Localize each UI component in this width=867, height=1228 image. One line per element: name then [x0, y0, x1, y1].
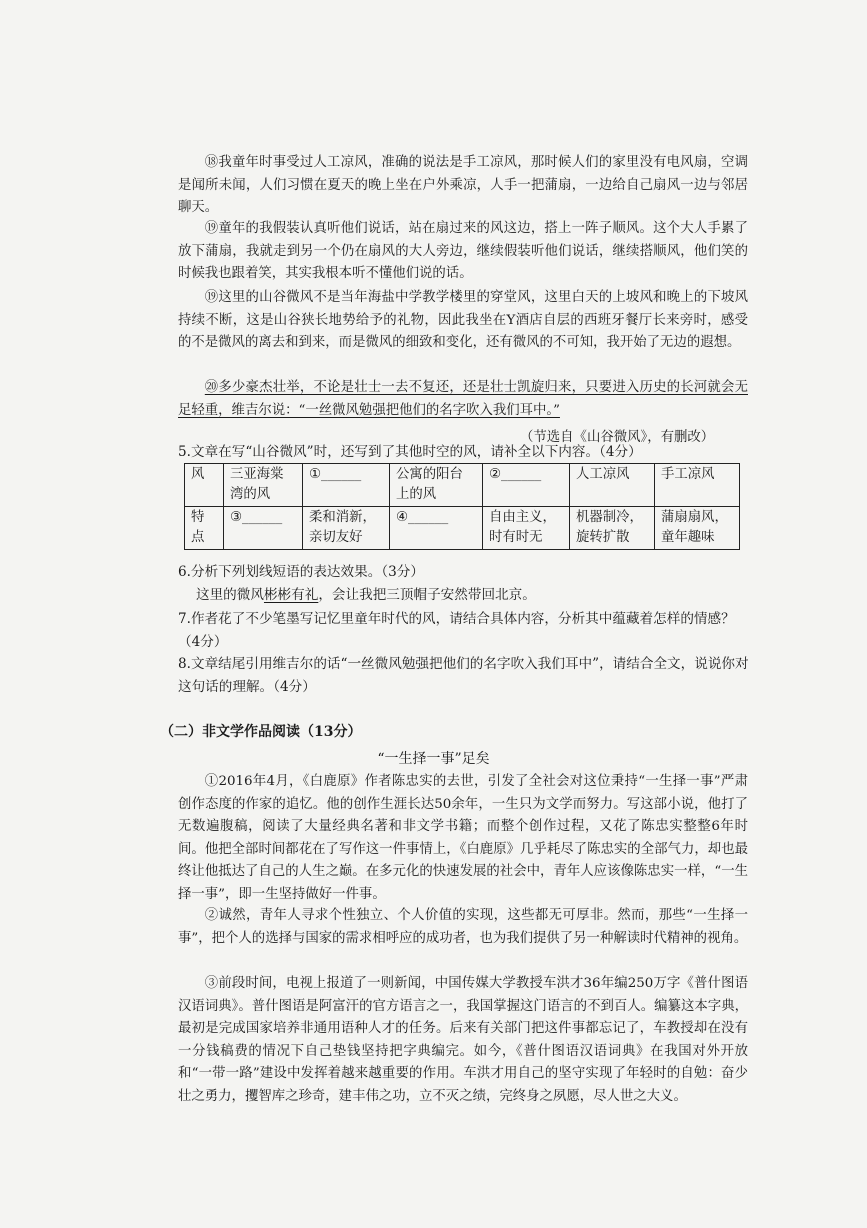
paragraph-18: ⑱我童年时事受过人工凉风，准确的说法是手工凉风，那时候人们的家里没有电风扇，空调是闻所未闻，人们习惯在夏天的晚上坐在户外乘凉，人手一把蒲扇，一边给自己扇风一边与邻居聊天。	[178, 155, 748, 215]
paragraph-20: ⑳多少豪杰壮举，不论是壮士一去不复还，还是壮士凯旋归来，只要进入历史的长河就会无足轻重，维吉尔说：“一丝微风勉强把他们的名字吹入我们耳中。”	[178, 380, 748, 418]
table-cell: 三亚海棠湾的风	[224, 464, 303, 507]
table-cell: 自由主义，时有时无	[483, 507, 570, 550]
question-8: 8.文章结尾引用维吉尔的话“一丝微风勉强把他们的名字吹入我们耳中”，请结合全文，说说你对这句话的理解。（4分）	[178, 656, 749, 695]
question-7: 7.作者花了不少笔墨写记忆里童年时代的风，请结合具体内容，分析其中蕴藏着怎样的情感？（4分）	[178, 611, 735, 650]
article-paragraph-1: ①2016年4月，《白鹿原》作者陈忠实的去世，引发了全社会对这位秉持“一生择一事”严肃创作态度的作家的追忆。他的创作生涯长达50余年，一生只为文学而努力。写这部小说，他打了无数遍腹稿，阅读了大量经典名著和非文学书籍；而整个创作过程，又花了陈忠实整整6年时间。他把全部时间都花在了写作这一件事情上，《白鹿原》几乎耗尽了陈忠实的全部气力，却也最终让他抵达了自己的人生之巅。在多元化的快速发展的社会中，青年人应该像陈忠实一样，“一生择一事”，即一生坚持做好一件事。	[178, 774, 748, 902]
source-note: （节选自《山谷微风》，有删改）	[520, 430, 715, 445]
table-cell: ③______	[224, 507, 303, 550]
table-cell: 公寓的阳台上的风	[390, 464, 483, 507]
table-cell: 柔和消新，亲切友好	[303, 507, 390, 550]
table-cell: 人工凉风	[570, 464, 655, 507]
section-title: （二）非文学作品阅读（13分）	[160, 724, 362, 740]
table-row	[185, 507, 740, 550]
paragraph-19b: ⑲这里的山谷微风不是当年海盐中学教学楼里的穿堂风，这里白天的上坡风和晚上的下坡风持续不断，这是山谷狭长地势给予的礼物，因此我坐在Y酒店自层的西班牙餐厅长来旁时，感受的不是微风的离去和到来，而是微风的细致和变化，还有微风的不可知，我开始了无边的遐想。	[178, 290, 748, 350]
paragraph-19: ⑲童年的我假装认真听他们说话，站在扇过来的风这边，搭上一阵子顺风。这个大人手累了放下蒲扇，我就走到另一个仍在扇风的大人旁边，继续假装听他们说话，继续搭顺风，他们笑的时候我也跟着笑，其实我根本听不懂他们说的话。	[178, 221, 748, 281]
table-row	[185, 464, 740, 507]
table-cell: 风	[185, 464, 224, 507]
table-cell: ①______	[303, 464, 390, 507]
question-5: 5.文章在写“山谷微风”时，还写到了其他时空的风，请补全以下内容。（4分）	[178, 444, 642, 460]
table-cell: ④______	[390, 507, 483, 550]
question-6-sentence	[178, 584, 753, 607]
q6-sentence-b: ，会让我把三顶帽子安然带回北京。	[318, 587, 536, 603]
table-cell: 手工凉风	[655, 464, 740, 507]
q6-underlined-phrase: 彬彬有礼	[263, 587, 319, 603]
article-title: “一生择一事”足矣	[377, 751, 490, 767]
article-paragraph-3: ③前段时间，电视上报道了一则新闻，中国传媒大学教授车洪才36年编250万字《普什图语汉语词典》。普什图语是阿富汗的官方语言之一，我国掌握这门语言的不到百人。编纂这本字典，最初是完成国家培养非通用语种人才的任务。后来有关部门把这件事都忘记了，车教授却在没有一分钱稿费的情况下自己垫钱坚持把字典编完。如今，《普什图语汉语词典》在我国对外开放和“一带一路”建设中发挥着越来越重要的作用。车洪才用自己的坚守实现了年轻时的自勉：奋少壮之勇力，攫智库之珍奇，建丰伟之功，立不灭之绩，完终身之夙愿，尽人世之大义。	[178, 976, 748, 1104]
wind-table	[184, 463, 740, 550]
table-cell: 蒲扇扇风，童年趣味	[655, 507, 740, 550]
q6-sentence-a: 这里的微风	[196, 587, 264, 603]
table-cell: 特点	[185, 507, 224, 550]
table-cell: 机器制冷，旋转扩散	[570, 507, 655, 550]
article-paragraph-2: ②诚然，青年人寻求个性独立、个人价值的实现，这些都无可厚非。然而，那些“一生择一事”，把个人的选择与国家的需求相呼应的成功者，也为我们提供了另一种解读时代精神的视角。	[178, 908, 748, 946]
table-cell: ②______	[483, 464, 570, 507]
question-6: 6.分析下列划线短语的表达效果。（3分）	[178, 564, 424, 580]
